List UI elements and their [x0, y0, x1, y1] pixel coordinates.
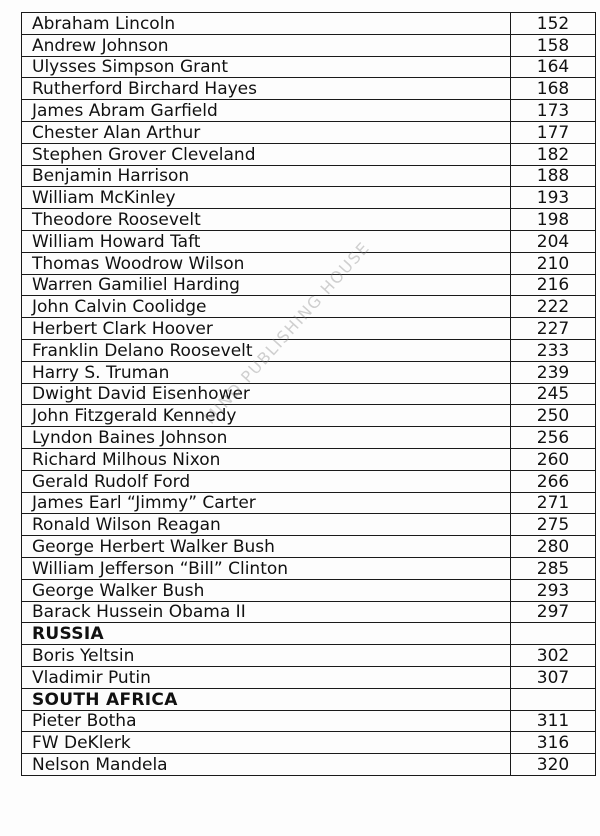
table-row: [22, 165, 596, 187]
table-row: [22, 56, 596, 78]
page-number: 256: [511, 427, 596, 449]
entry-name: Boris Yeltsin: [22, 645, 511, 667]
entry-name: Pieter Botha: [22, 710, 511, 732]
table-row: [22, 536, 596, 558]
table-row: [22, 470, 596, 492]
page-number: 316: [511, 732, 596, 754]
page-number: 188: [511, 165, 596, 187]
table-row: [22, 557, 596, 579]
page-number: 285: [511, 557, 596, 579]
page-number: 297: [511, 601, 596, 623]
entry-name: John Fitzgerald Kennedy: [22, 405, 511, 427]
page-number: 245: [511, 383, 596, 405]
page-number: 260: [511, 448, 596, 470]
page-number: 266: [511, 470, 596, 492]
page-number: 164: [511, 56, 596, 78]
page-number: 168: [511, 78, 596, 100]
page-number: 177: [511, 121, 596, 143]
entry-name: Abraham Lincoln: [22, 13, 511, 35]
table-row: [22, 579, 596, 601]
page-number: 193: [511, 187, 596, 209]
section-heading-row: [22, 688, 596, 710]
watermark: MIND PUBLISHING HOUSE: [200, 237, 374, 428]
table-row: [22, 492, 596, 514]
entry-name: FW DeKlerk: [22, 732, 511, 754]
entry-name: Lyndon Baines Johnson: [22, 427, 511, 449]
table-row: [22, 383, 596, 405]
table-row: [22, 405, 596, 427]
contents-table-body: [22, 13, 596, 776]
entry-name: Ronald Wilson Reagan: [22, 514, 511, 536]
entry-name: Benjamin Harrison: [22, 165, 511, 187]
page-number: 293: [511, 579, 596, 601]
page-number: 182: [511, 143, 596, 165]
table-row: [22, 339, 596, 361]
table-row: [22, 121, 596, 143]
section-heading: RUSSIA: [22, 623, 511, 645]
page-number: 227: [511, 318, 596, 340]
table-row: [22, 361, 596, 383]
entry-name: Andrew Johnson: [22, 34, 511, 56]
table-row: [22, 754, 596, 776]
table-row: [22, 318, 596, 340]
table-row: [22, 143, 596, 165]
page-number: 152: [511, 13, 596, 35]
entry-name: Dwight David Eisenhower: [22, 383, 511, 405]
entry-name: John Calvin Coolidge: [22, 296, 511, 318]
page-number: 280: [511, 536, 596, 558]
page-number: 275: [511, 514, 596, 536]
table-row: [22, 100, 596, 122]
section-heading-row: [22, 623, 596, 645]
entry-name: Harry S. Truman: [22, 361, 511, 383]
page-number: 173: [511, 100, 596, 122]
entry-name: Richard Milhous Nixon: [22, 448, 511, 470]
page-number: 307: [511, 666, 596, 688]
page-number: 311: [511, 710, 596, 732]
table-row: [22, 34, 596, 56]
page-number: 239: [511, 361, 596, 383]
table-row: [22, 666, 596, 688]
entry-name: Warren Gamiliel Harding: [22, 274, 511, 296]
entry-name: Theodore Roosevelt: [22, 209, 511, 231]
page-number: 250: [511, 405, 596, 427]
page-number: [511, 623, 596, 645]
contents-table: [21, 12, 596, 776]
entry-name: William Jefferson “Bill” Clinton: [22, 557, 511, 579]
page-number: 204: [511, 230, 596, 252]
table-row: [22, 252, 596, 274]
table-row: [22, 274, 596, 296]
table-row: [22, 732, 596, 754]
table-row: [22, 187, 596, 209]
table-row: [22, 78, 596, 100]
table-row: [22, 645, 596, 667]
entry-name: William Howard Taft: [22, 230, 511, 252]
entry-name: Nelson Mandela: [22, 754, 511, 776]
entry-name: Vladimir Putin: [22, 666, 511, 688]
entry-name: Stephen Grover Cleveland: [22, 143, 511, 165]
entry-name: Barack Hussein Obama II: [22, 601, 511, 623]
entry-name: William McKinley: [22, 187, 511, 209]
entry-name: James Earl “Jimmy” Carter: [22, 492, 511, 514]
entry-name: Franklin Delano Roosevelt: [22, 339, 511, 361]
page-number: 233: [511, 339, 596, 361]
entry-name: Thomas Woodrow Wilson: [22, 252, 511, 274]
table-row: [22, 209, 596, 231]
table-row: [22, 230, 596, 252]
section-heading: SOUTH AFRICA: [22, 688, 511, 710]
entry-name: Ulysses Simpson Grant: [22, 56, 511, 78]
table-row: [22, 514, 596, 536]
entry-name: George Walker Bush: [22, 579, 511, 601]
table-row: [22, 427, 596, 449]
page-number: 222: [511, 296, 596, 318]
entry-name: Gerald Rudolf Ford: [22, 470, 511, 492]
page-number: 198: [511, 209, 596, 231]
table-row: [22, 296, 596, 318]
entry-name: Herbert Clark Hoover: [22, 318, 511, 340]
table-row: [22, 13, 596, 35]
entry-name: Rutherford Birchard Hayes: [22, 78, 511, 100]
table-row: [22, 448, 596, 470]
page-number: 158: [511, 34, 596, 56]
page-number: 216: [511, 274, 596, 296]
entry-name: Chester Alan Arthur: [22, 121, 511, 143]
page-number: 320: [511, 754, 596, 776]
page-number: [511, 688, 596, 710]
page-number: 271: [511, 492, 596, 514]
entry-name: James Abram Garfield: [22, 100, 511, 122]
entry-name: George Herbert Walker Bush: [22, 536, 511, 558]
table-row: [22, 710, 596, 732]
page-number: 302: [511, 645, 596, 667]
page-number: 210: [511, 252, 596, 274]
table-row: [22, 601, 596, 623]
